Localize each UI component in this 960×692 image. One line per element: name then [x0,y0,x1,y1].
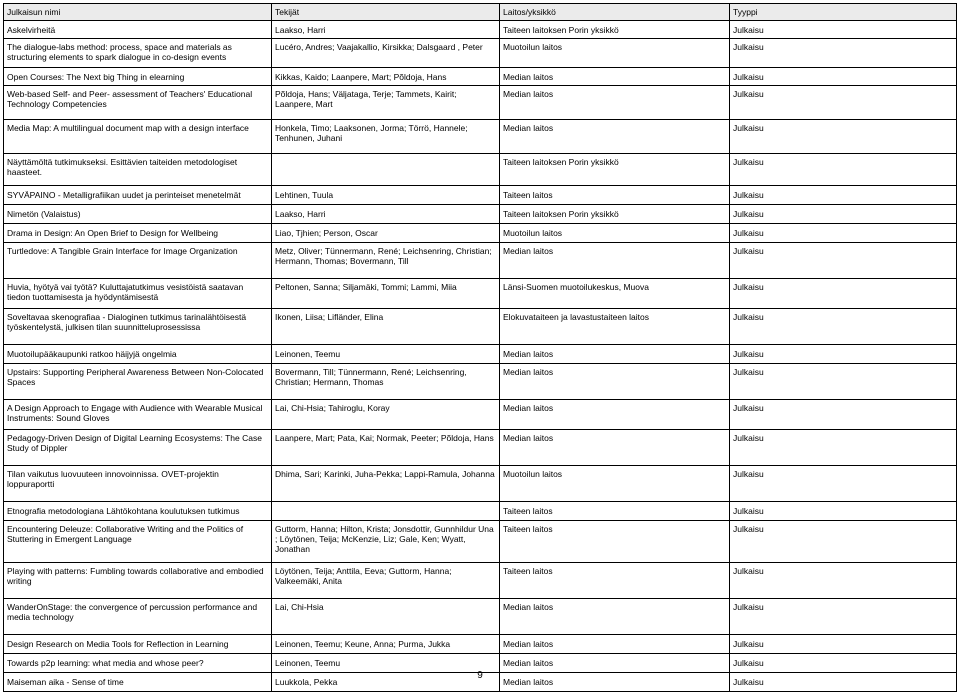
cell-authors: Leinonen, Teemu [272,345,500,364]
cell-department: Median laitos [500,364,730,400]
table-row [4,205,957,224]
cell-department: Taiteen laitos [500,502,730,521]
cell-title: Towards p2p learning: what media and whose peer? [4,654,272,673]
cell-authors: Leinonen, Teemu [272,654,500,673]
cell-title: Pedagogy-Driven Design of Digital Learning Ecosystems: The Case Study of Dippler [4,430,272,466]
cell-type: Julkaisu [730,279,957,309]
cell-department: Median laitos [500,430,730,466]
publications-table [3,3,957,692]
page-number: 9 [477,670,483,681]
table-header-row [4,4,957,21]
cell-type: Julkaisu [730,599,957,635]
cell-type: Julkaisu [730,430,957,466]
cell-department: Taiteen laitoksen Porin yksikkö [500,21,730,39]
cell-type: Julkaisu [730,39,957,68]
table-row [4,309,957,345]
cell-type: Julkaisu [730,563,957,599]
cell-title: Muotoilupääkaupunki ratkoo häijyjä ongelmia [4,345,272,364]
cell-authors: Lai, Chi-Hsia; Tahiroglu, Koray [272,400,500,430]
cell-type: Julkaisu [730,466,957,502]
cell-type: Julkaisu [730,154,957,186]
table-row [4,345,957,364]
cell-title: WanderOnStage: the convergence of percussion performance and media technology [4,599,272,635]
table-row [4,400,957,430]
header-type: Tyyppi [730,4,957,21]
cell-title: Design Research on Media Tools for Reflection in Learning [4,635,272,654]
cell-title: A Design Approach to Engage with Audience with Wearable Musical Instruments: Sound Gloves [4,400,272,430]
cell-title: Huvia, hyötyä vai työtä? Kuluttajatutkimus vesistöistä saatavan tiedon tuottamisesta ja hyödyntämisestä [4,279,272,309]
cell-type: Julkaisu [730,521,957,563]
cell-department: Median laitos [500,599,730,635]
table-row [4,39,957,68]
cell-department: Median laitos [500,120,730,154]
cell-title: Näyttämöltä tutkimukseksi. Esittävien taiteiden metodologiset haasteet. [4,154,272,186]
cell-department: Muotoilun laitos [500,224,730,243]
cell-type: Julkaisu [730,364,957,400]
cell-authors: Ikonen, Liisa; Lifländer, Elina [272,309,500,345]
table-row [4,186,957,205]
cell-department: Elokuvataiteen ja lavastustaiteen laitos [500,309,730,345]
cell-authors: Lucéro, Andres; Vaajakallio, Kirsikka; Dalsgaard , Peter [272,39,500,68]
table-row [4,68,957,86]
header-authors: Tekijät [272,4,500,21]
cell-authors: Lehtinen, Tuula [272,186,500,205]
cell-type: Julkaisu [730,654,957,673]
cell-department: Median laitos [500,635,730,654]
table-row [4,86,957,120]
cell-type: Julkaisu [730,400,957,430]
table-row [4,430,957,466]
table-row [4,466,957,502]
cell-title: SYVÄPAINO - Metalligrafiikan uudet ja perinteiset menetelmät [4,186,272,205]
table-row [4,502,957,521]
cell-authors: Metz, Oliver; Tünnermann, René; Leichsenring, Christian; Hermann, Thomas; Bovermann, Till [272,243,500,279]
cell-type: Julkaisu [730,635,957,654]
cell-title: Turtledove: A Tangible Grain Interface for Image Organization [4,243,272,279]
cell-title: Askelvirheitä [4,21,272,39]
cell-title: Playing with patterns: Fumbling towards collaborative and embodied writing [4,563,272,599]
table-row [4,635,957,654]
cell-type: Julkaisu [730,86,957,120]
cell-department: Median laitos [500,654,730,673]
cell-type: Julkaisu [730,68,957,86]
cell-department: Median laitos [500,400,730,430]
header-title: Julkaisun nimi [4,4,272,21]
cell-title: Media Map: A multilingual document map with a design interface [4,120,272,154]
header-department: Laitos/yksikkö [500,4,730,21]
cell-authors: Löytönen, Teija; Anttila, Eeva; Guttorm, Hanna; Valkeemäki, Anita [272,563,500,599]
cell-type: Julkaisu [730,224,957,243]
cell-type: Julkaisu [730,21,957,39]
cell-authors [272,154,500,186]
cell-department: Länsi-Suomen muotoilukeskus, Muova [500,279,730,309]
cell-department: Median laitos [500,243,730,279]
cell-authors: Lai, Chi-Hsia [272,599,500,635]
cell-authors: Laakso, Harri [272,21,500,39]
cell-department: Median laitos [500,86,730,120]
table-row [4,21,957,39]
cell-department: Taiteen laitos [500,563,730,599]
cell-type: Julkaisu [730,120,957,154]
cell-authors: Laanpere, Mart; Pata, Kai; Normak, Peeter; Põldoja, Hans [272,430,500,466]
cell-type: Julkaisu [730,309,957,345]
cell-authors: Liao, Tjhien; Person, Oscar [272,224,500,243]
cell-title: Etnografia metodologiana Lähtökohtana koulutuksen tutkimus [4,502,272,521]
cell-type: Julkaisu [730,243,957,279]
cell-authors: Põldoja, Hans; Väljataga, Terje; Tammets, Kairit; Laanpere, Mart [272,86,500,120]
cell-authors: Honkela, Timo; Laaksonen, Jorma; Törrö, Hannele; Tenhunen, Juhani [272,120,500,154]
cell-authors: Laakso, Harri [272,205,500,224]
cell-type: Julkaisu [730,186,957,205]
cell-title: Maiseman aika - Sense of time [4,673,272,692]
cell-department: Median laitos [500,345,730,364]
table-row [4,563,957,599]
cell-title: Nimetön (Valaistus) [4,205,272,224]
table-row [4,364,957,400]
cell-title: Drama in Design: An Open Brief to Design for Wellbeing [4,224,272,243]
cell-department: Muotoilun laitos [500,39,730,68]
cell-department: Taiteen laitoksen Porin yksikkö [500,205,730,224]
table-row [4,599,957,635]
table-row [4,224,957,243]
cell-title: Soveltavaa skenografiaa - Dialoginen tutkimus tarinalähtöisestä työskentelystä, julkisen tilan suunnitteluprosessissa [4,309,272,345]
cell-title: Open Courses: The Next big Thing in elearning [4,68,272,86]
cell-authors: Kikkas, Kaido; Laanpere, Mart; Põldoja, Hans [272,68,500,86]
cell-authors: Luukkola, Pekka [272,673,500,692]
cell-authors: Leinonen, Teemu; Keune, Anna; Purma, Jukka [272,635,500,654]
table-row [4,521,957,563]
cell-title: The dialogue-labs method: process, space and materials as structuring elements to spark dialogue in co-design events [4,39,272,68]
table-row [4,154,957,186]
table-row [4,243,957,279]
cell-type: Julkaisu [730,502,957,521]
cell-authors: Bovermann, Till; Tünnermann, René; Leichsenring, Christian; Hermann, Thomas [272,364,500,400]
cell-title: Web-based Self- and Peer- assessment of Teachers' Educational Technology Competencies [4,86,272,120]
cell-authors [272,502,500,521]
cell-type: Julkaisu [730,673,957,692]
cell-type: Julkaisu [730,345,957,364]
cell-title: Encountering Deleuze: Collaborative Writing and the Politics of Stuttering in Emergent Language [4,521,272,563]
table-body [4,21,957,692]
cell-authors: Guttorm, Hanna; Hilton, Krista; Jonsdottir, Gunnhildur Una ; Löytönen, Teija; McKenzie, Liz; Gale, Ken; Wyatt, Jonathan [272,521,500,563]
cell-department: Muotoilun laitos [500,466,730,502]
cell-authors: Peltonen, Sanna; Siljamäki, Tommi; Lammi, Miia [272,279,500,309]
cell-type: Julkaisu [730,205,957,224]
cell-department: Taiteen laitoksen Porin yksikkö [500,154,730,186]
cell-title: Tilan vaikutus luovuuteen innovoinnissa. OVET-projektin loppuraportti [4,466,272,502]
table-row [4,279,957,309]
cell-department: Median laitos [500,68,730,86]
cell-authors: Dhima, Sari; Karinki, Juha-Pekka; Lappi-Ramula, Johanna [272,466,500,502]
cell-department: Median laitos [500,673,730,692]
cell-department: Taiteen laitos [500,186,730,205]
cell-department: Taiteen laitos [500,521,730,563]
cell-title: Upstairs: Supporting Peripheral Awareness Between Non-Colocated Spaces [4,364,272,400]
table-row [4,120,957,154]
